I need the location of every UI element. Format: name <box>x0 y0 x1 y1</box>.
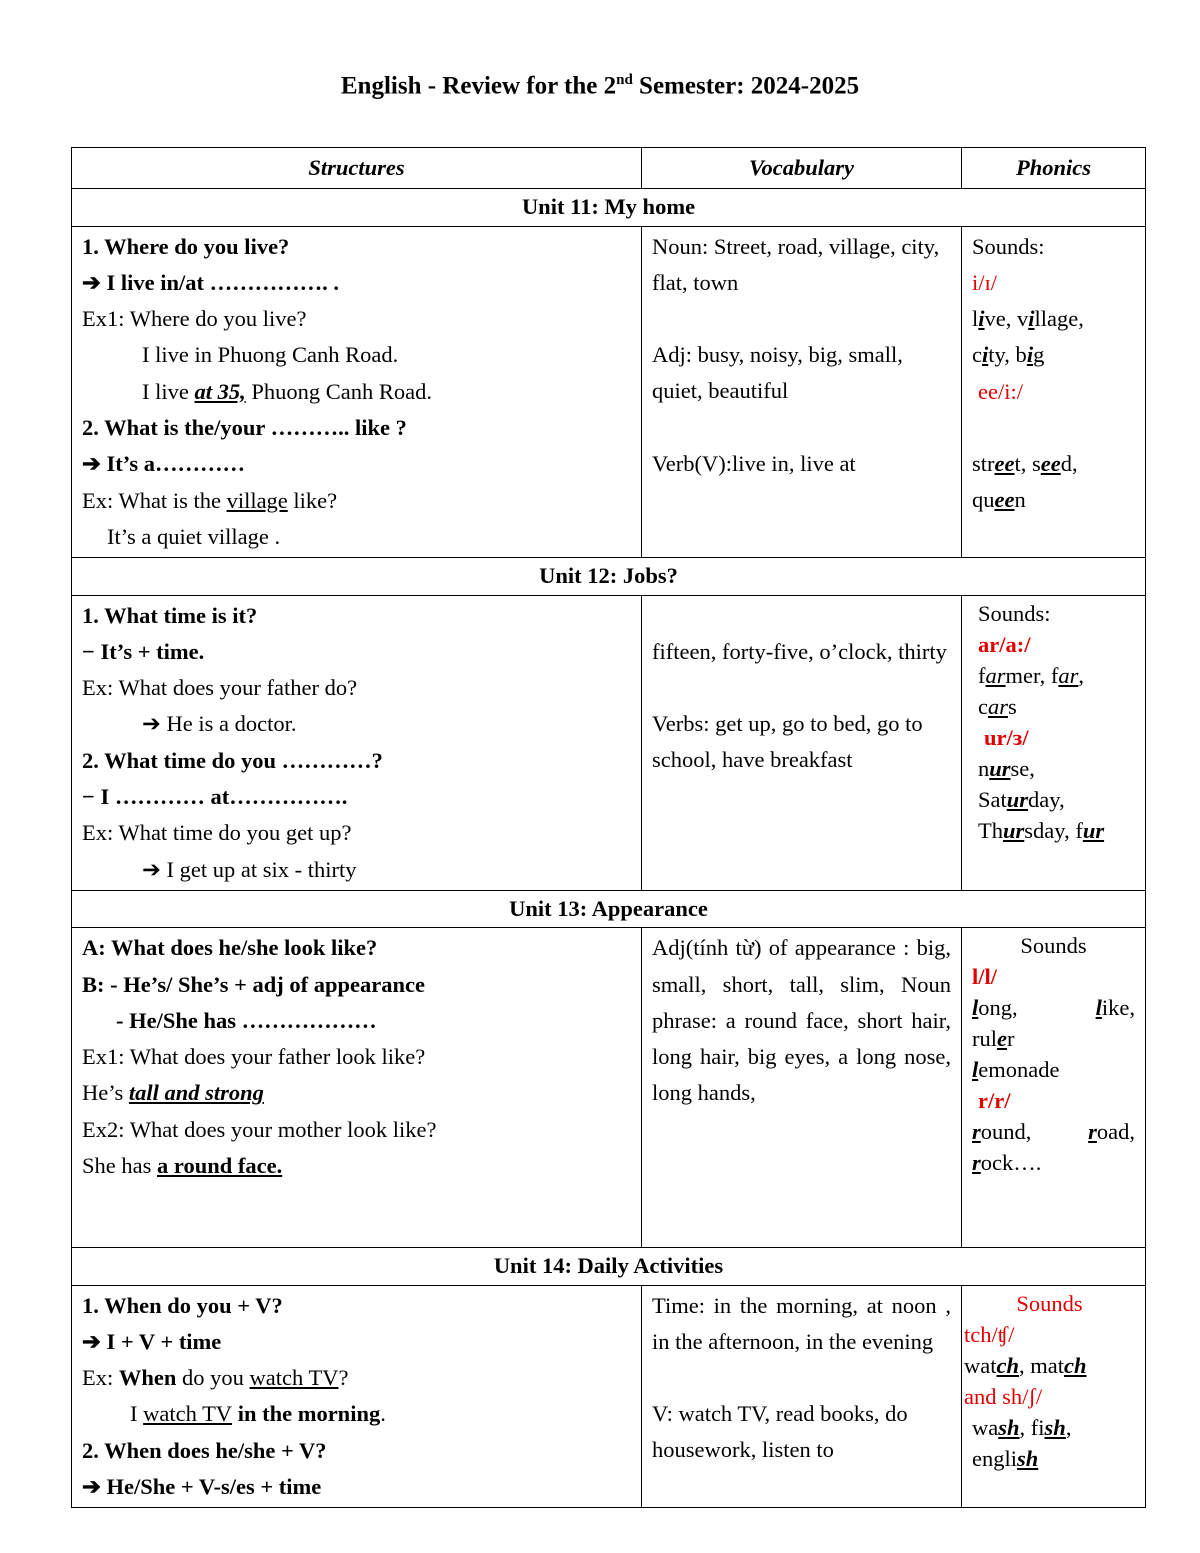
phonics-segment: r <box>1088 1119 1097 1145</box>
phonics-segment: , <box>1078 662 1084 688</box>
phonics-segment: ar <box>988 693 1009 719</box>
unit-11-phonics: Sounds: i/ɪ/ live, village, city, big ee/i:/ street, seed, queen <box>962 226 1146 558</box>
phonics-segment: sh <box>998 1414 1020 1440</box>
phonics-segment: ound, <box>980 1119 1032 1145</box>
unit-14-title: Unit 14: Daily Activities <box>72 1248 1146 1285</box>
phonics-segment: , <box>1065 1414 1072 1440</box>
unit-14-content <box>72 1285 1146 1508</box>
phonics-segment: mer, f <box>1005 662 1059 688</box>
phonics-segment: rul <box>972 1026 997 1052</box>
phonics-segment: t, s <box>1014 451 1041 477</box>
phonics-segment: Th <box>978 817 1003 843</box>
phonics-segment: wa <box>972 1414 999 1440</box>
unit-12-content <box>72 595 1146 890</box>
phonics-segment: l <box>1095 995 1102 1021</box>
unit-14-structures: 1. When do you + V? ➔ I + V + time Ex: When do you watch TV? I watch TV in the morning. 2. When does he/she + V? ➔ He/She + V-s/es + time <box>72 1285 642 1508</box>
arrow-icon: ➔ <box>82 1328 101 1354</box>
phonics-segment: ee <box>994 487 1015 513</box>
arrow-icon: ➔ <box>82 451 101 477</box>
phonics-segment: f <box>978 662 986 688</box>
phonics-segment: ch <box>1064 1352 1087 1378</box>
unit-13-title: Unit 13: Appearance <box>72 890 1146 927</box>
phonics-segment: i <box>1026 342 1034 368</box>
review-table <box>71 147 1146 1508</box>
phonics-segment: ch <box>996 1352 1019 1378</box>
phonics-segment: r <box>972 1150 981 1176</box>
phonics-segment: qu <box>972 487 995 513</box>
unit-12-vocabulary: fifteen, forty-five, o’clock, thirty Verbs: get up, go to bed, go to school, have breakfast <box>642 595 962 890</box>
phonics-segment: ur <box>1082 817 1105 843</box>
phonics-segment: ike, <box>1101 995 1135 1021</box>
phonics-segment: oad, <box>1096 1119 1135 1145</box>
phonics-segment: i <box>1028 306 1035 332</box>
unit-12-phonics: Sounds: ar/a:/ farmer, far, cars ur/ɜ/ nurse, Saturday, Thursday, fur <box>962 595 1146 890</box>
unit-14-phonics: Sounds tch/ʧ/ watch, match and sh/ʃ/ wash, fish, english <box>962 1285 1146 1508</box>
phonics-segment: ar <box>985 662 1006 688</box>
page-title: English - Review for the 2nd Semester: 2024-2025 <box>340 72 860 100</box>
arrow-icon: ➔ <box>142 856 161 882</box>
header-row <box>72 148 1146 189</box>
phonics-segment: e <box>997 1026 1007 1052</box>
phonics-segment: n <box>1014 487 1026 513</box>
phonics-segment: g <box>1033 342 1045 368</box>
phonics-segment: llage, <box>1034 306 1084 332</box>
phonics-segment: ur <box>989 755 1011 781</box>
phonics-segment: , fi <box>1019 1414 1045 1440</box>
phonics-segment: sh <box>1044 1414 1066 1440</box>
phonics-segment: i <box>982 342 989 368</box>
phonics-segment: ur <box>1006 786 1029 812</box>
phonics-segment: n <box>978 755 990 781</box>
phonics-segment: wat <box>964 1352 997 1378</box>
phonics-segment: l <box>972 306 979 332</box>
header-vocabulary: Vocabulary <box>642 148 962 189</box>
phonics-segment: ock…. <box>980 1150 1042 1176</box>
unit-14-row <box>72 1248 1146 1285</box>
unit-14-vocabulary: Time: in the morning, at noon , in the afternoon, in the evening V: watch TV, read books, do housework, listen to <box>642 1285 962 1508</box>
phonics-segment: , mat <box>1019 1352 1064 1378</box>
unit-12-structures: 1. What time is it? − It’s + time. Ex: What does your father do? ➔ He is a doctor. 2. What time do you …………? − I ………… at……………. Ex: What time do you get up? ➔ I get up at six - thirty <box>72 595 642 890</box>
unit-11-row <box>72 189 1146 226</box>
phonics-segment: ve, v <box>984 306 1029 332</box>
unit-11-structures: 1. Where do you live? ➔ I live in/at ……………. . Ex1: Where do you live? I live in Phuong Canh Road. I live at 35, Phuong Canh Road. 2. What is the/your ……….. like ? ➔ It’s a………… Ex: What is the village like? It’s a quiet village . <box>72 226 642 558</box>
arrow-icon: ➔ <box>82 269 101 295</box>
unit-11-content <box>72 226 1146 558</box>
phonics-segment: l <box>972 1057 979 1083</box>
phonics-segment: Sat <box>978 786 1007 812</box>
phonics-segment: s <box>1008 693 1017 719</box>
phonics-segment: d, <box>1060 451 1078 477</box>
phonics-segment: ee <box>1040 451 1061 477</box>
phonics-segment: c <box>978 693 988 719</box>
phonics-segment: emonade <box>978 1057 1060 1083</box>
phonics-segment: ee <box>994 451 1015 477</box>
header-structures: Structures <box>72 148 642 189</box>
phonics-segment: l <box>972 995 979 1021</box>
phonics-segment: r <box>1007 1026 1015 1052</box>
unit-12-title: Unit 12: Jobs? <box>72 558 1146 595</box>
arrow-icon: ➔ <box>142 711 161 737</box>
phonics-segment: sday, f <box>1024 817 1083 843</box>
phonics-segment: ur <box>1003 817 1025 843</box>
phonics-segment: sh <box>1017 1445 1039 1471</box>
phonics-segment: ty, b <box>988 342 1027 368</box>
phonics-segment: engli <box>972 1445 1017 1471</box>
unit-13-phonics: Sounds l/l/ long, like, ruler lemonade r/r/ round, road, rock…. <box>962 928 1146 1248</box>
unit-11-vocabulary: Noun: Street, road, village, city, flat, town Adj: busy, noisy, big, small, quiet, beautiful Verb(V):live in, live at <box>642 226 962 558</box>
phonics-segment: r <box>972 1119 981 1145</box>
unit-13-row <box>72 890 1146 927</box>
header-phonics: Phonics <box>962 148 1146 189</box>
arrow-icon: ➔ <box>82 1474 101 1500</box>
phonics-segment: c <box>972 342 982 368</box>
phonics-segment: se, <box>1010 755 1035 781</box>
phonics-segment: day, <box>1028 786 1065 812</box>
phonics-segment: ar <box>1058 662 1079 688</box>
phonics-segment: str <box>972 451 995 477</box>
phonics-segment: i <box>978 306 985 332</box>
unit-12-row <box>72 558 1146 595</box>
unit-13-content <box>72 928 1146 1248</box>
unit-11-title: Unit 11: My home <box>72 189 1146 226</box>
phonics-segment: ong, <box>978 995 1018 1021</box>
unit-13-structures: A: What does he/she look like? B: - He’s/ She’s + adj of appearance - He/She has ……………… Ex1: What does your father look like? He’s tall and strong Ex2: What does your mother look like? She has a round face. <box>72 928 642 1248</box>
unit-13-vocabulary: Adj(tính từ) of appearance : big, small, short, tall, slim, Noun phrase: a round face, short hair, long hair, big eyes, a long nose, long hands, <box>642 928 962 1248</box>
